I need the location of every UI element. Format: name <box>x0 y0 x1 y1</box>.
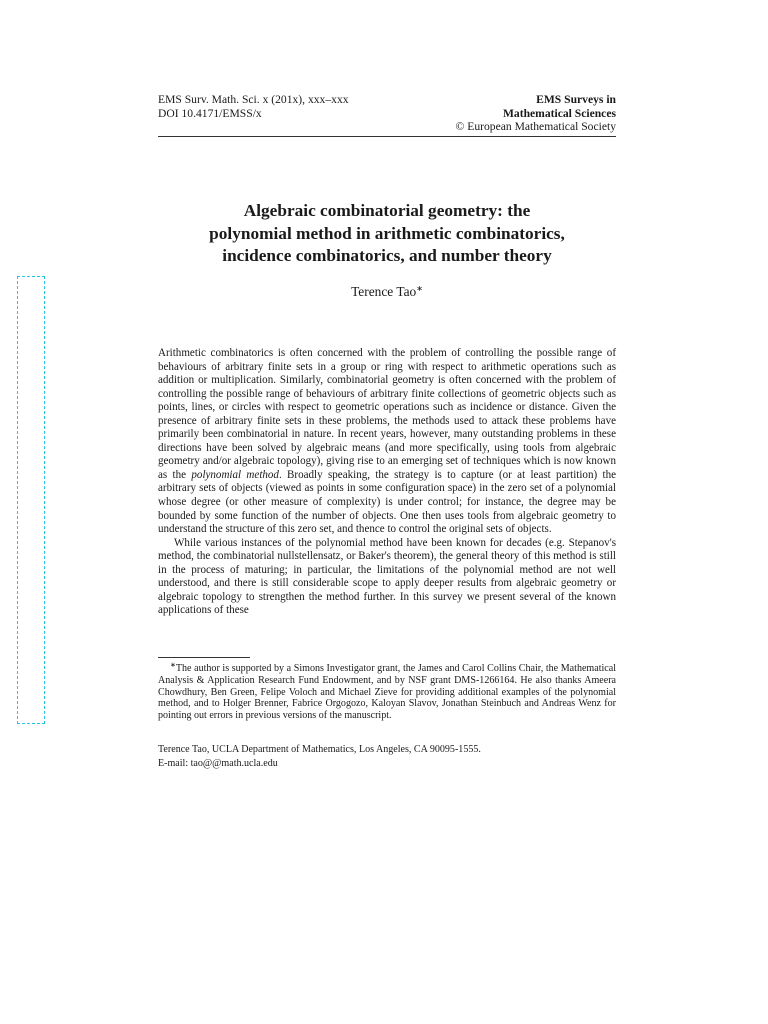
affiliation-address: Terence Tao, UCLA Department of Mathematics, Los Angeles, CA 90095-1555. <box>158 744 481 755</box>
abstract-paragraph-2: While various instances of the polynomial method have been known for decades (e.g. Stepanov's method, the combinatorial nullstellensatz, or Baker's theorem), the general theory of this method is still in the process of maturing; in particular, the limitations of the polynomial method are not well understood, and there is still considerable scope to apply deeper results from algebraic geometry or algebraic topology to strengthen the method further. In this survey we present several of the known applications of these <box>158 536 616 617</box>
doi-text: DOI 10.4171/EMSS/x <box>158 106 262 120</box>
copyright-notice: © European Mathematical Society <box>455 120 616 134</box>
title-line-1: Algebraic combinatorial geometry: the <box>243 201 531 220</box>
footnote-rule <box>158 657 250 658</box>
running-header <box>158 93 616 133</box>
affiliation-block <box>158 743 616 770</box>
journal-name-line2: Mathematical Sciences <box>502 106 616 120</box>
abstract <box>158 347 616 618</box>
title-line-3: incidence combinatorics, and number theory <box>222 246 552 265</box>
author-footnote-mark: ∗ <box>416 284 423 293</box>
header-rule <box>158 136 616 137</box>
abstract-p1-emphasis: polynomial method <box>191 468 279 481</box>
paper-title <box>158 200 616 268</box>
header-right <box>456 93 616 134</box>
journal-name-line1: EMS Surveys in <box>536 93 616 106</box>
title-line-2: polynomial method in arithmetic combinatorics, <box>209 223 565 243</box>
author-line <box>158 281 616 300</box>
abstract-p1-text: Arithmetic combinatorics is often concerned with the problem of controlling the possible range of behaviours of arbitrary finite sets in a group or ring with respect to arithmetic operations such as addition or multiplication. Similarly, combinatorial geometry is often concerned with the problem of controlling the possible range of behaviours of arbitrary finite collections of geometric objects such as points, lines, or circles with respect to geometric operations such as incidence or distance. Given the presence of arbitrary finite sets in these problems, the methods used to attack these problems have primarily been combinatorial in nature. In recent years, however, many outstanding problems in these directions have been solved by algebraic means (and more specifically, using tools from algebraic geometry and/or algebraic topology), giving rise to an emerging set of techniques which is now known as the <box>158 347 616 481</box>
footnote <box>158 660 616 722</box>
affiliation-email: E-mail: tao@@math.ucla.edu <box>158 757 278 769</box>
abstract-paragraph-1 <box>158 347 616 537</box>
footnote-mark: ∗ <box>170 661 176 669</box>
dashed-selection-box <box>17 276 45 724</box>
footnote-text: The author is supported by a Simons Investigator grant, the James and Carol Collins Chair, the Mathematical Analysis & Application Research Fund Endowment, and by NSF grant DMS-1266164. He also thanks Ameera Chowdhury, Ben Green, Felipe Voloch and Michael Zieve for providing additional examples of the polynomial method, and to Holger Brenner, Fabrice Orgogozo, Kaloyan Slavov, Jonathan Steinbuch and Andreas Wenz for pointing out errors in previous versions of the manuscript. <box>158 663 616 721</box>
journal-citation: EMS Surv. Math. Sci. x (201x), xxx–xxx <box>158 93 349 106</box>
header-left <box>158 93 349 120</box>
author-name: Terence Tao <box>351 284 417 299</box>
abstract-p1-text-after: . Broadly speaking, the strategy is to capture (or at least partition) the arbitrary sets of objects (viewed as points in some configuration space) in the zero set of a polynomial whose degree (or other measure of complexity) is under control; for instance, the degree may be bounded by some function of the number of objects. One then uses tools from algebraic geometry to understand the structure of this zero set, and thence to control the original sets of objects. <box>158 468 616 536</box>
